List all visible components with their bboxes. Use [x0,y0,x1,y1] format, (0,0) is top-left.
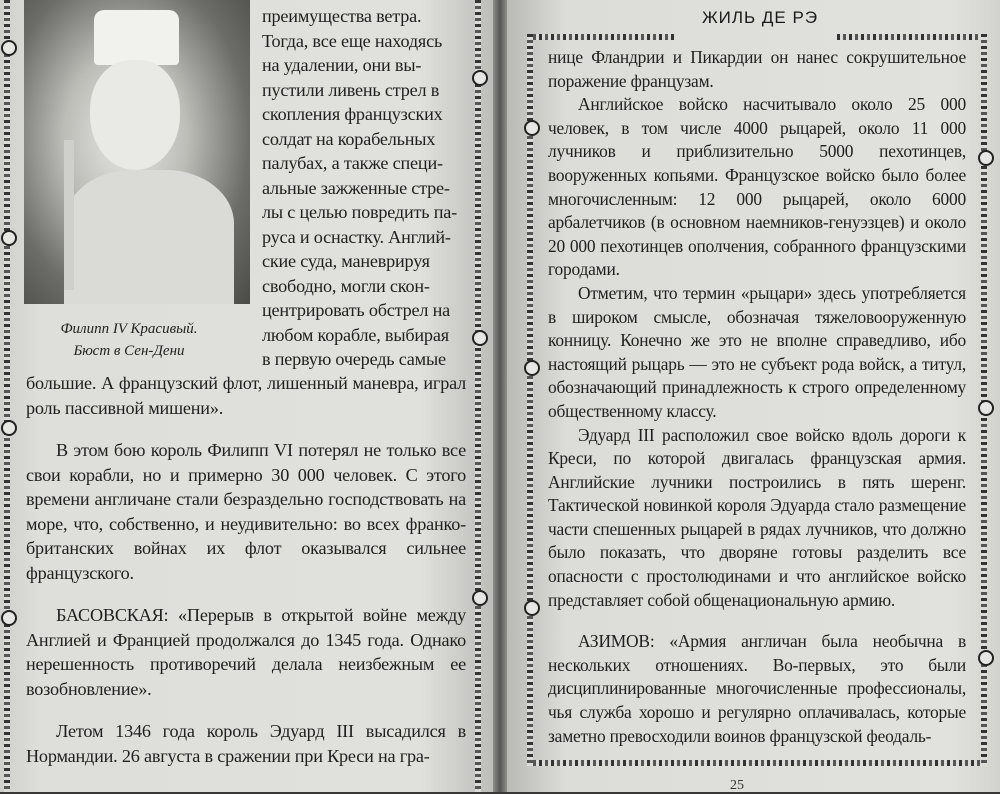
left-border-rope [527,34,533,766]
rope-knot [524,600,540,616]
paragraph: Летом 1346 года король Эдуард III высадился в Нормандии. 26 августа в сражении при Креси на гра- [26,721,466,766]
text-line: Тогда, все еще находясь [262,30,443,51]
book-gutter [493,0,507,792]
right-page-body [548,46,966,748]
rope-knot [472,590,488,606]
running-header: ЖИЛЬ ДЕ РЭ [701,8,819,27]
rope-knot [978,400,994,416]
bust-body [64,170,234,304]
text-beside-photo [262,4,466,372]
left-border-rope [4,0,10,792]
text-line: преимущества ветра. [262,6,422,26]
paragraph: БАСОВСКАЯ: «Перерыв в открытой войне между Англией и Францией продолжался до 1345 года. Однако нерешенность противоречий делала неизбежным ее возобновление». [26,605,466,699]
rope-knot [978,650,994,666]
rope-knot [472,70,488,86]
crown [94,10,179,65]
rope-knot [1,420,17,436]
text-line: ские суда, маневрируя [262,251,430,271]
text-line: пустили ливень стрел в [262,79,440,100]
text-line: на удалении, они вы- [262,55,422,75]
paragraph: Эдуард III расположил свое войско вдоль дороги к Креси, по которой двигалась французская армия. Английские лучники построились в пять шеренг. Тактической новинкой короля Эдуарда стало размещение части спешенных рыцарей в рядах лучников, что должно было показать, что дворяне готовы разделить все опасности с простолюдинами и что английское войско представляет собой общенациональную армию. [548,424,966,610]
rope-knot [1,610,17,626]
text-line: центрировать обстрел на [262,300,451,320]
paragraph: АЗИМОВ: «Армия англичан была необычна в нескольких отношениях. Во-первых, это были дисциплинированные многочисленные профессионалы, чья служба хорошо и регулярно оплачивалась, которые заметно превосходили воинов французской феодаль- [548,631,966,746]
top-border-rope [527,34,677,40]
text-line: свободно, могли скон- [262,275,430,296]
rope-knot [472,330,488,346]
rope-knot [978,150,994,166]
text-line: палубах, а также специ- [262,153,443,173]
rope-knot [524,360,540,376]
text-line: руса и оснастку. Англий- [262,226,451,247]
paragraph: Английское войско насчитывало около 25 000 человек, в том числе 4000 рыцарей, около 11 000 лучников и приблизительно 5000 пехотинцев, вооруженных копьями. Французское войско было более многочисленным: 12 000 рыцарей, около 6000 арбалетчиков (в основном наемников-генуэзцев) и около 20 000 пехотинцев ополчения, собранного французскими городами. [548,94,966,280]
left-page [0,0,493,792]
left-page-body [26,371,466,768]
bust-head [90,60,180,170]
rope-knot [1,40,17,56]
text-line: в первую очередь самые [262,349,446,369]
paragraph: большие. А французский флот, лишенный маневра, играл роль пассивной мишени». [26,373,466,418]
page-number: 25 [730,778,744,793]
text-line: любом корабле, выбирая [262,324,449,345]
text-line: альные зажженные стре- [262,177,450,198]
text-line: лы с целью повредить па- [262,202,457,222]
bottom-border-rope [527,760,987,766]
paragraph: нице Фландрии и Пикардии он нанес сокрушительное поражение французам. [548,47,966,91]
caption-line: Бюст в Сен-Дени [73,343,185,359]
caption-line: Филипп IV Красивый. [60,321,198,337]
bust-photo [24,0,250,304]
text-line: солдат на корабельных [262,128,436,149]
rope-knot [1,230,17,246]
paragraph: В этом бою король Филипп VI потерял не только все свои корабли, но и примерно 30 000 человек. С этого времени англичане стали безраздельно господствовать на море, что, собственно, и неудивительно: во всех франко-британских войнах их флот оказывался сильнее французского. [26,440,466,583]
paragraph: Отметим, что термин «рыцари» здесь употребляется в широком смысле, обозначая тяжеловооруженную конницу. Конечно же это не вполне справедливо, ибо настоящий рыцарь — это не субъект рода войск, а титул, обозначающий принадлежность к строго определенному общественному классу. [548,282,966,421]
rope-knot [524,120,540,136]
top-border-rope [837,34,987,40]
photo-caption [14,318,244,362]
right-border-rope [475,0,481,792]
text-line: скопления французских [262,104,443,124]
scepter [64,140,74,290]
